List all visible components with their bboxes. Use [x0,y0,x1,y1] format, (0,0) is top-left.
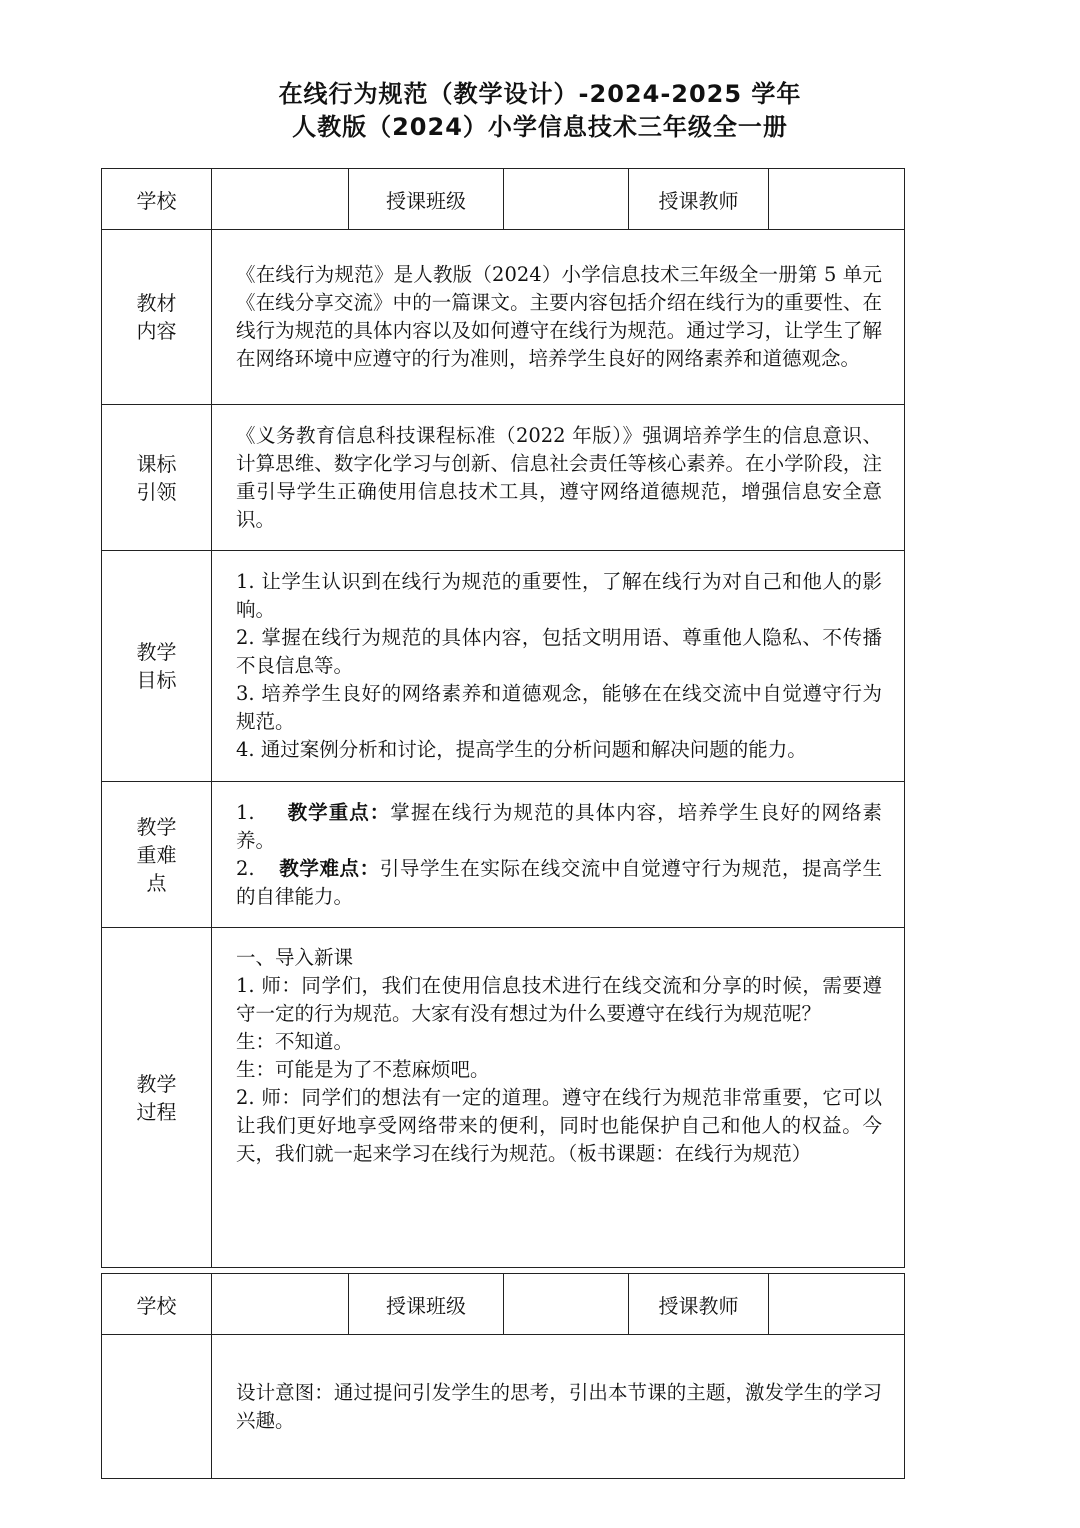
row-label: 教材 内容 [102,230,212,405]
row-curriculum-standard [102,405,905,551]
row-label: 教学 过程 [102,928,212,1268]
school-value [212,1274,349,1335]
teacher-value [769,1274,905,1335]
row-text: 设计意图：通过提问引发学生的思考，引出本节课的主题，激发学生的学习兴趣。 [212,1335,905,1479]
row-text: 一、导入新课 1. 师：同学们，我们在使用信息技术进行在线交流和分享的时候，需要遵守一定的行为规范。大家有没有想过为什么要遵守在线行为规范呢？ 生：不知道。 生：可能是为了不惹麻烦吧。 2. 师：同学们的想法有一定的道理。遵守在线行为规范非常重要，它可以让我们更好地享受网络带来的便利，同时也能保护自己和他人的权益。今天，我们就一起来学习在线行为规范。（板书课题：在线行为规范） [212,928,905,1268]
key-point-item: 2. 教学难点：引导学生在实际在线交流中自觉遵守行为规范，提高学生的自律能力。 [236,856,882,908]
lesson-plan-table [101,168,905,1268]
school-label: 学校 [102,169,212,230]
row-label: 教学 目标 [102,551,212,782]
school-label: 学校 [102,1274,212,1335]
row-label [102,1335,212,1479]
class-value [504,169,629,230]
row-teaching-process [102,928,905,1268]
class-label: 授课班级 [349,1274,504,1335]
row-text: 《在线行为规范》是人教版（2024）小学信息技术三年级全一册第 5 单元《在线分享交流》中的一篇课文。主要内容包括介绍在线行为的重要性、在线行为规范的具体内容以及如何遵守在线行为规范。通过学习，让学生了解在网络环境中应遵守的行为准则，培养学生良好的网络素养和道德观念。 [212,230,905,405]
goal-item: 4. 通过案例分析和讨论，提高学生的分析问题和解决问题的能力。 [236,738,807,761]
teacher-label: 授课教师 [629,169,769,230]
document-title-line1: 在线行为规范（教学设计）-2024-2025 学年 [278,80,802,108]
document-title-line2: 人教版（2024）小学信息技术三年级全一册 [292,113,788,141]
school-value [212,169,349,230]
row-label: 教学 重难 点 [102,782,212,928]
class-value [504,1274,629,1335]
lesson-plan-table-continued [101,1273,905,1479]
row-design-intent [102,1335,905,1479]
row-label: 课标 引领 [102,405,212,551]
key-point-item: 1. 教学重点：掌握在线行为规范的具体内容，培养学生良好的网络素养。 [236,800,882,852]
row-text [212,782,905,928]
header-row [102,1274,905,1335]
header-row [102,169,905,230]
row-text [212,551,905,782]
goal-item: 1. 让学生认识到在线行为规范的重要性，了解在线行为对自己和他人的影响。 [236,570,882,621]
row-teaching-goals [102,551,905,782]
class-label: 授课班级 [349,169,504,230]
row-textbook-content [102,230,905,405]
row-key-points [102,782,905,928]
teacher-label: 授课教师 [629,1274,769,1335]
teacher-value [769,169,905,230]
goal-item: 3. 培养学生良好的网络素养和道德观念，能够在在线交流中自觉遵守行为规范。 [236,682,882,733]
goal-item: 2. 掌握在线行为规范的具体内容，包括文明用语、尊重他人隐私、不传播不良信息等。 [236,626,882,677]
row-text: 《义务教育信息科技课程标准（2022 年版）》强调培养学生的信息意识、计算思维、数字化学习与创新、信息社会责任等核心素养。在小学阶段，注重引导学生正确使用信息技术工具，遵守网络道德规范，增强信息安全意识。 [212,405,905,551]
